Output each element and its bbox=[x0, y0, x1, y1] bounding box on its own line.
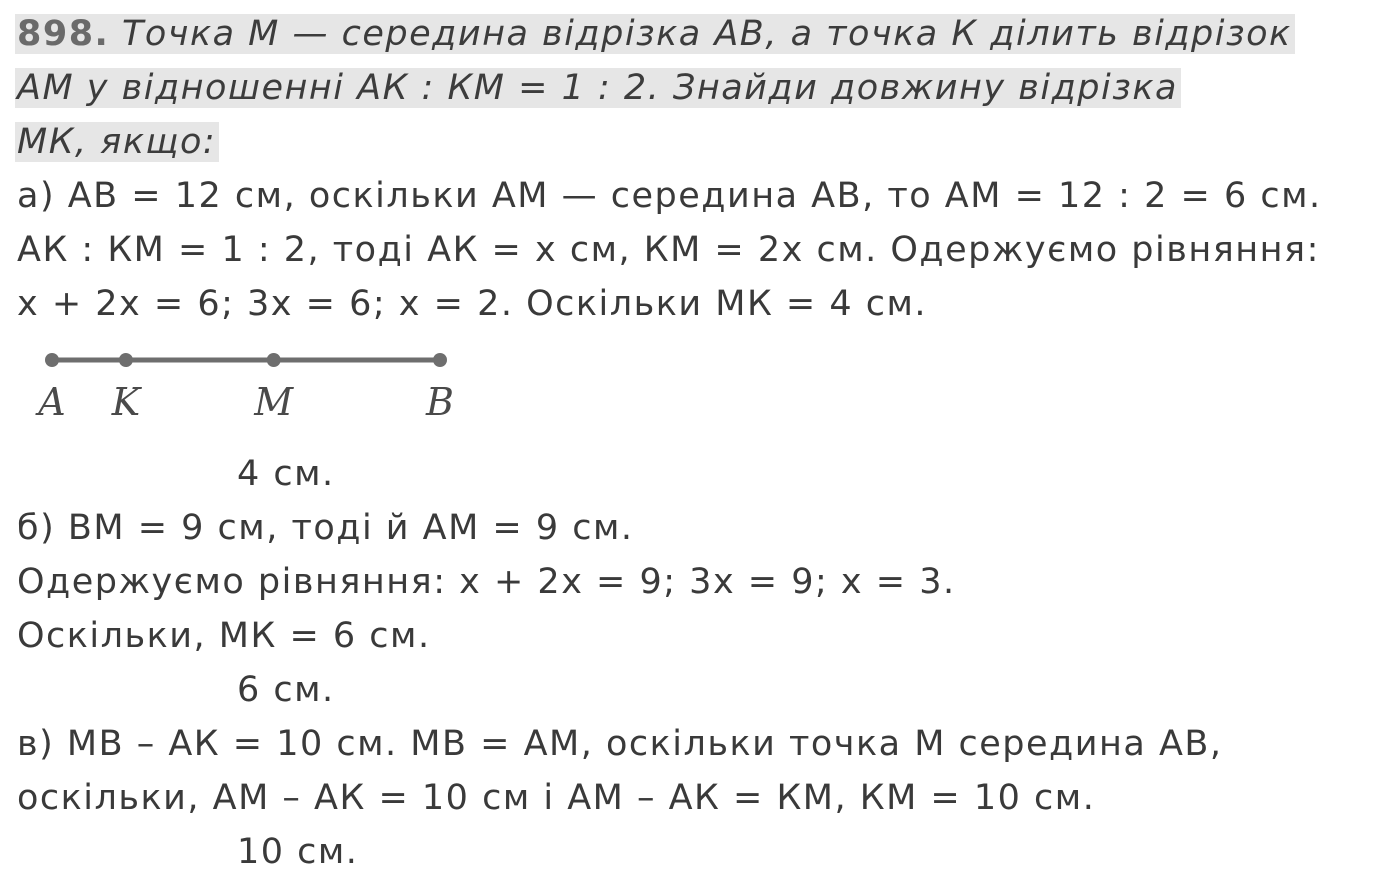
part-a-answer: 4 см. bbox=[237, 454, 335, 494]
problem-text-3: МК, якщо: bbox=[15, 122, 219, 162]
part-a-line-3: х + 2х = 6; 3х = 6; х = 2. Оскільки МК = 4 см. bbox=[17, 284, 928, 324]
part-a-line-2: АК : КМ = 1 : 2, тоді АК = х см, КМ = 2х см. Одержуємо рівняння: bbox=[17, 230, 1320, 270]
problem-line-3 bbox=[17, 116, 219, 168]
point-label-b: B bbox=[426, 380, 454, 424]
segment-diagram bbox=[20, 335, 480, 435]
part-c-line-1: в) МВ – АК = 10 см. МВ = АМ, оскільки точка М середина АВ, bbox=[17, 724, 1223, 764]
point-b bbox=[433, 353, 447, 367]
part-a-line-1: а) АВ = 12 см, оскільки АМ — середина АВ, то АМ = 12 : 2 = 6 см. bbox=[17, 176, 1322, 216]
point-label-k: K bbox=[111, 380, 141, 424]
part-b-line-3: Оскільки, МК = 6 см. bbox=[17, 616, 431, 656]
part-b-line-1: б) ВМ = 9 см, тоді й АМ = 9 см. bbox=[17, 508, 634, 548]
problem-text-1: Точка М — середина відрізка АВ, а точка К ділить відрізок bbox=[109, 14, 1292, 54]
problem-line-1 bbox=[17, 8, 1295, 60]
problem-text-2: АМ у відношенні АК : КМ = 1 : 2. Знайди довжину відрізка bbox=[15, 68, 1181, 108]
point-m bbox=[267, 353, 281, 367]
point-label-a: A bbox=[38, 380, 66, 424]
point-label-m: M bbox=[254, 380, 294, 424]
point-k bbox=[119, 353, 133, 367]
point-a bbox=[45, 353, 59, 367]
part-b-line-2: Одержуємо рівняння: х + 2х = 9; 3х = 9; х = 3. bbox=[17, 562, 956, 602]
problem-number: 898. bbox=[17, 14, 110, 54]
segment-figure bbox=[20, 335, 480, 439]
part-c-answer: 10 см. bbox=[237, 832, 359, 872]
problem-line-2 bbox=[17, 62, 1181, 114]
part-b-answer: 6 см. bbox=[237, 670, 335, 710]
part-c-line-2: оскільки, АМ – АК = 10 см і АМ – АК = КМ, КМ = 10 см. bbox=[17, 778, 1096, 818]
